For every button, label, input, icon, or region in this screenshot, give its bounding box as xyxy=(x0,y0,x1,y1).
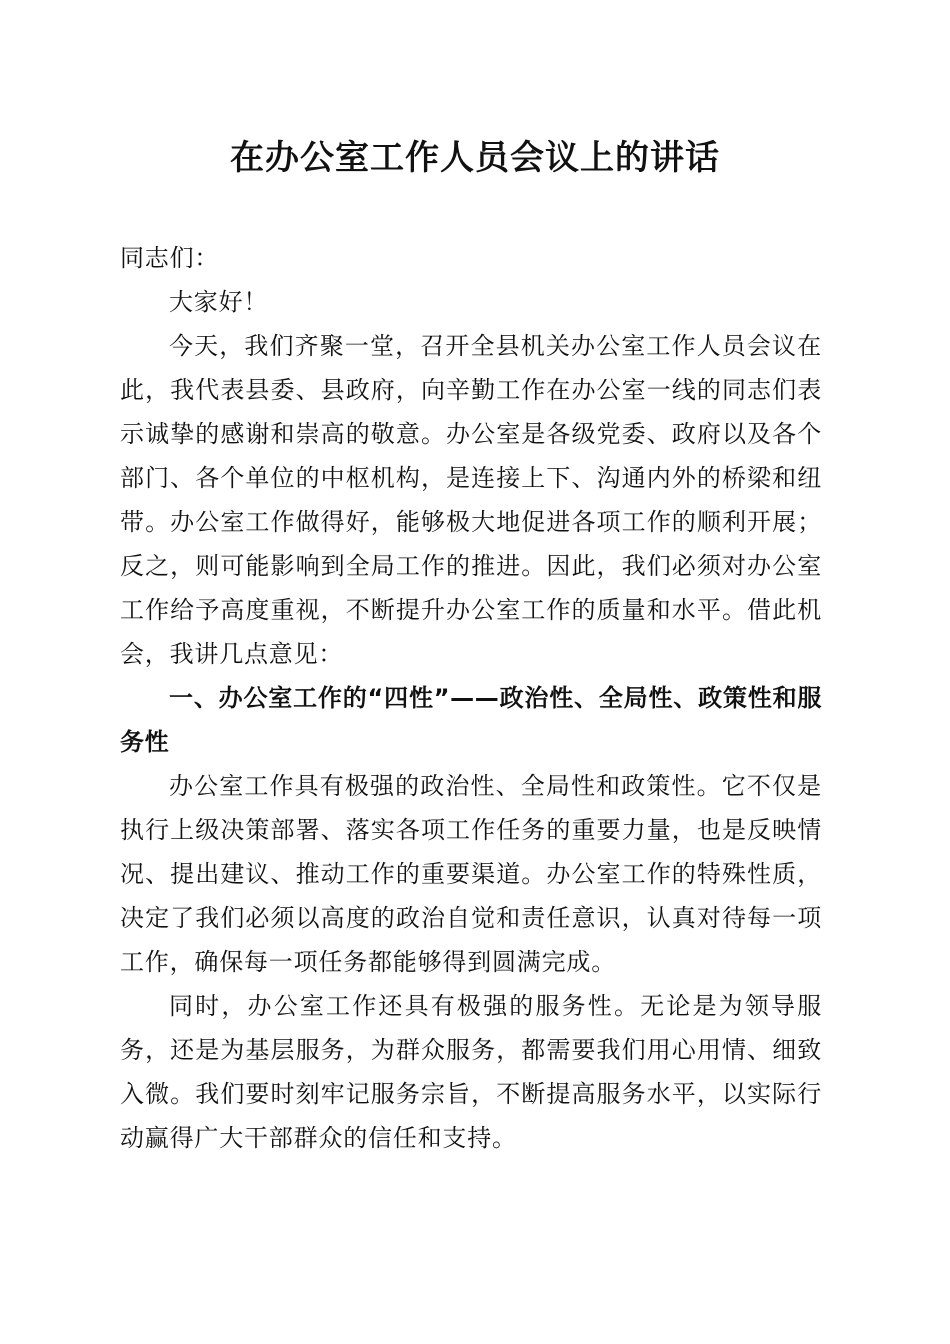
salutation: 同志们： xyxy=(120,244,220,272)
section-paragraph: 办公室工作具有极强的政治性、全局性和政策性。它不仅是执行上级决策部署、落实各项工作任务的重要力量，也是反映情况、提出建议、推动工作的重要渠道。办公室工作的特殊性质，决定了我们必须以高度的政治自觉和责任意识，认真对待每一项工作，确保每一项任务都能够得到圆满完成。 xyxy=(120,772,822,976)
document-title: 在办公室工作人员会议上的讲话 xyxy=(230,138,720,178)
intro-paragraph: 今天，我们齐聚一堂，召开全县机关办公室工作人员会议在此，我代表县委、县政府，向辛勤工作在办公室一线的同志们表示诚挚的感谢和崇高的敬意。办公室是各级党委、政府以及各个部门、各个单位的中枢机构，是连接上下、沟通内外的桥梁和纽带。办公室工作做得好，能够极大地促进各项工作的顺利开展；反之，则可能影响到全局工作的推进。因此，我们必须对办公室工作给予高度重视，不断提升办公室工作的质量和水平。借此机会，我讲几点意见： xyxy=(120,332,822,668)
greeting: 大家好！ xyxy=(169,288,269,316)
document-body xyxy=(120,236,822,1160)
section-paragraph: 同时，办公室工作还具有极强的服务性。无论是为领导服务，还是为基层服务，为群众服务，都需要我们用心用情、细致入微。我们要时刻牢记服务宗旨，不断提高服务水平，以实际行动赢得广大干部群众的信任和支持。 xyxy=(120,992,822,1152)
section-heading: 一、办公室工作的“四性”——政治性、全局性、政策性和服务性 xyxy=(120,684,822,756)
